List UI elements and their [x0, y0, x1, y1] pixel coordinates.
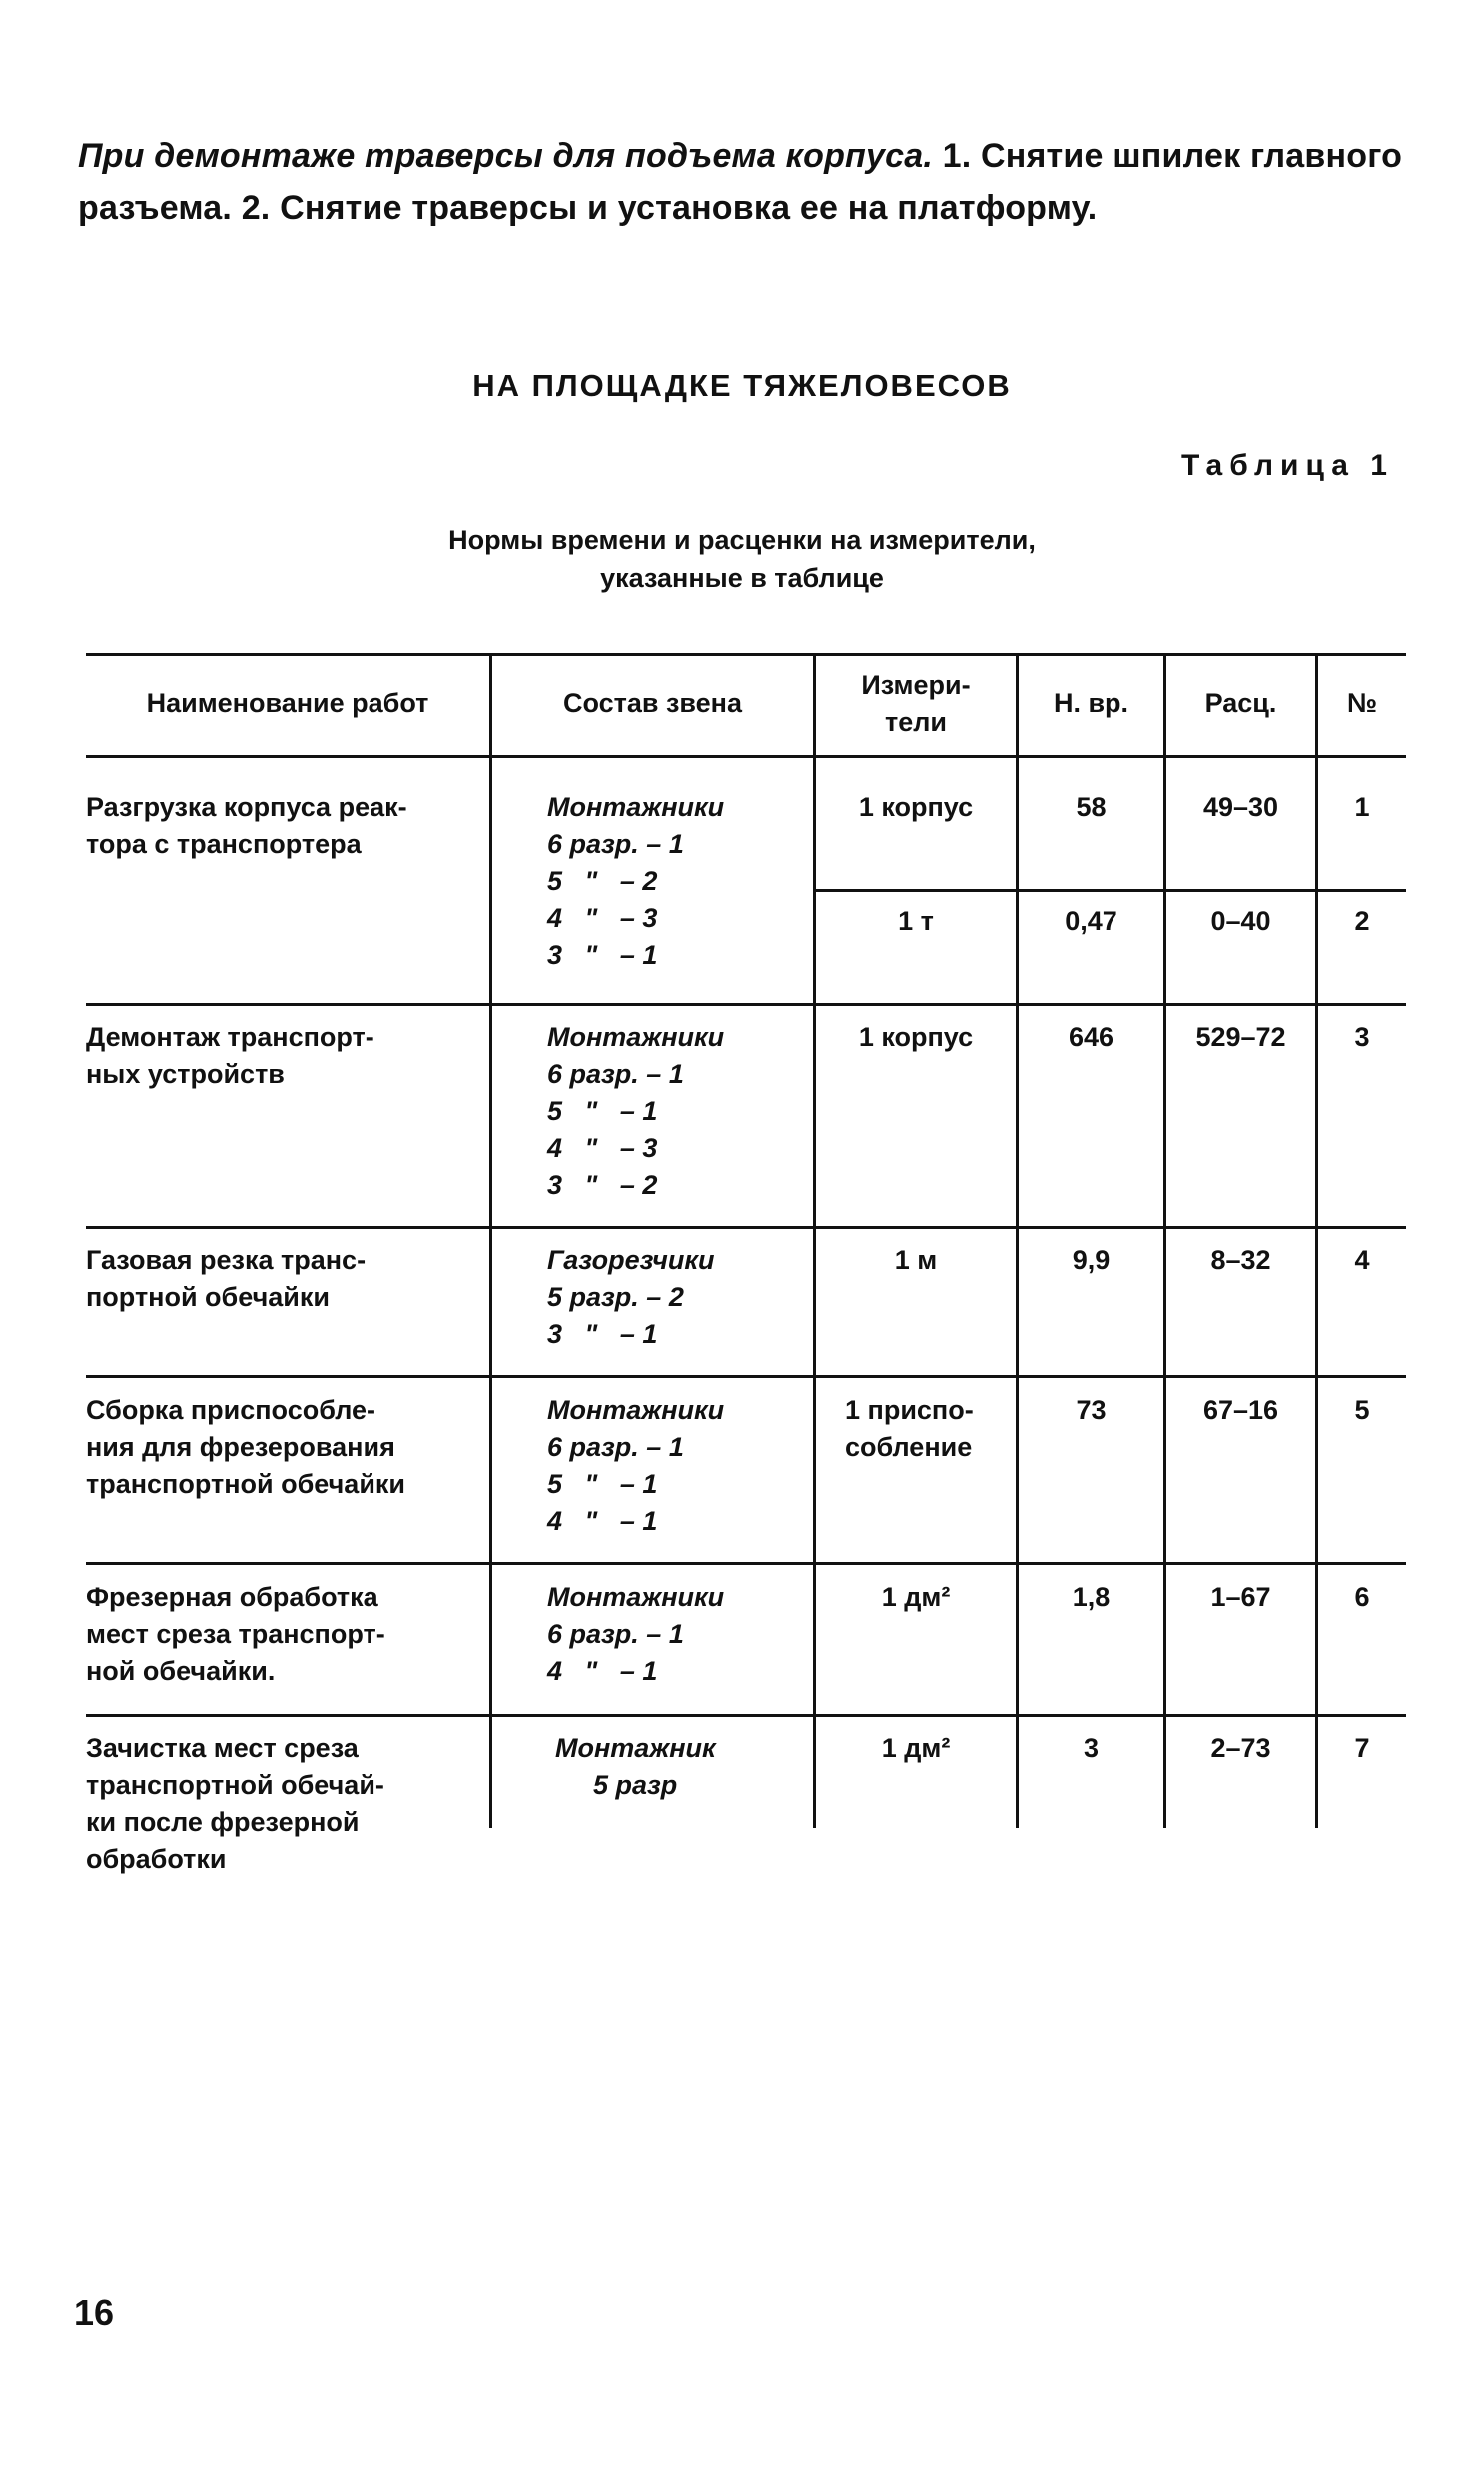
- row1-crew-title: Монтажники: [547, 792, 725, 822]
- row1a-norm: 58: [1076, 792, 1107, 822]
- header-work: Наименование работ: [146, 688, 429, 718]
- row2-crew-line: 3 " – 2: [547, 1170, 658, 1200]
- row2-crew: [547, 1019, 724, 1204]
- row3-crew: [547, 1243, 715, 1353]
- row5-work: Фрезерная обработка мест среза транспорт- ной обечайки.: [86, 1582, 385, 1686]
- row1b-rate: 0–40: [1210, 906, 1271, 936]
- table-label: Таблица 1: [1180, 449, 1394, 482]
- caption-line-2: указанные в таблице: [600, 563, 884, 593]
- col-divider-2: [813, 653, 816, 1828]
- row1-crew-line: 5 " – 2: [547, 866, 658, 896]
- row4-num: 5: [1354, 1395, 1370, 1425]
- row-rule-2: [86, 1226, 1406, 1229]
- row2-crew-line: 5 " – 1: [547, 1096, 658, 1126]
- row5-crew-title: Монтажники: [547, 1582, 725, 1612]
- caption-line-1: Нормы времени и расценки на измерители,: [448, 525, 1036, 555]
- intro-italic: При демонтаже траверсы для подъема корпуса.: [78, 137, 933, 175]
- row1a-num: 1: [1354, 792, 1370, 822]
- table-caption: [0, 521, 1484, 597]
- row1b-norm: 0,47: [1065, 906, 1117, 936]
- row2-norm: 646: [1068, 1022, 1114, 1052]
- row4-rate: 67–16: [1202, 1395, 1279, 1425]
- row1-crew-line: 4 " – 3: [547, 903, 658, 933]
- row2-crew-line: 6 разр. – 1: [547, 1059, 684, 1089]
- row-rule-1: [86, 1003, 1406, 1006]
- row4-work: Сборка приспособле- ния для фрезерования транспортной обечайки: [86, 1395, 406, 1499]
- row2-num: 3: [1354, 1022, 1370, 1052]
- row5-unit: 1 дм²: [881, 1582, 951, 1612]
- intro-text: 1. Снятие шпилек главного разъема. 2. Снятие траверсы и установка ее на платформу.: [78, 137, 1403, 227]
- row5-num: 6: [1354, 1582, 1370, 1612]
- row3-unit: 1 м: [894, 1245, 938, 1275]
- row-rule-4: [86, 1562, 1406, 1565]
- row6-rate: 2–73: [1210, 1733, 1271, 1763]
- table-top-rule: [86, 653, 1406, 656]
- row2-crew-line: 4 " – 3: [547, 1133, 658, 1163]
- row5-rate: 1–67: [1210, 1582, 1271, 1612]
- section-title: НА ПЛОЩАДКЕ ТЯЖЕЛОВЕСОВ: [472, 368, 1012, 403]
- row3-num: 4: [1354, 1245, 1370, 1275]
- row1-crew-line: 6 разр. – 1: [547, 829, 684, 859]
- row3-work: Газовая резка транс- портной обечайки: [86, 1245, 367, 1312]
- row3-crew-title: Газорезчики: [547, 1245, 715, 1275]
- row3-rate: 8–32: [1210, 1245, 1271, 1275]
- row6-unit: 1 дм²: [881, 1733, 951, 1763]
- row2-rate: 529–72: [1195, 1022, 1286, 1052]
- row1-work: Разгрузка корпуса реак- тора с транспортера: [86, 792, 407, 859]
- row6-crew: [555, 1730, 716, 1804]
- row6-crew-title: Монтажник: [555, 1733, 716, 1763]
- row4-crew: [547, 1392, 724, 1540]
- header-num: №: [1346, 688, 1378, 718]
- row2-unit: 1 корпус: [858, 1022, 974, 1052]
- row1a-unit: 1 корпус: [858, 792, 974, 822]
- row4-unit: 1 приспо- собление: [845, 1395, 974, 1462]
- row2-work: Демонтаж транспорт- ных устройств: [86, 1022, 374, 1089]
- row5-crew-line: 6 разр. – 1: [547, 1619, 684, 1649]
- col-divider-5: [1315, 653, 1318, 1828]
- row3-norm: 9,9: [1072, 1245, 1111, 1275]
- row3-crew-line: 5 разр. – 2: [547, 1282, 684, 1312]
- row4-crew-title: Монтажники: [547, 1395, 725, 1425]
- col-divider-1: [489, 653, 492, 1828]
- row4-crew-line: 5 " – 1: [547, 1469, 658, 1499]
- col-divider-3: [1016, 653, 1019, 1828]
- col-divider-4: [1163, 653, 1166, 1828]
- row5-crew: [547, 1579, 724, 1690]
- row6-crew-line: 5 разр: [593, 1770, 678, 1800]
- row4-crew-line: 6 разр. – 1: [547, 1432, 684, 1462]
- row1b-unit: 1 т: [898, 906, 934, 936]
- page-number: 16: [74, 2292, 115, 2333]
- row6-num: 7: [1354, 1733, 1370, 1763]
- header-rate: Расц.: [1204, 688, 1277, 718]
- row1-crew: [547, 789, 724, 974]
- row6-work: Зачистка мест среза транспортной обечай- ки после фрезерной обработки: [86, 1733, 384, 1874]
- header-crew: Состав звена: [563, 688, 742, 718]
- row4-crew-line: 4 " – 1: [547, 1506, 658, 1536]
- header-norm: Н. вр.: [1053, 688, 1129, 718]
- row5-norm: 1,8: [1072, 1582, 1111, 1612]
- row1-crew-line: 3 " – 1: [547, 940, 658, 970]
- intro-paragraph: [78, 130, 1406, 234]
- row5-crew-line: 4 " – 1: [547, 1656, 658, 1686]
- row1a-rate: 49–30: [1202, 792, 1279, 822]
- header-unit: Измери- тели: [861, 670, 971, 737]
- row2-crew-title: Монтажники: [547, 1022, 725, 1052]
- header-bottom-rule: [86, 755, 1406, 758]
- row3-crew-line: 3 " – 1: [547, 1319, 658, 1349]
- row4-norm: 73: [1076, 1395, 1107, 1425]
- row1b-num: 2: [1354, 906, 1370, 936]
- row-rule-5: [86, 1714, 1406, 1717]
- row6-norm: 3: [1083, 1733, 1100, 1763]
- row-rule-3: [86, 1375, 1406, 1378]
